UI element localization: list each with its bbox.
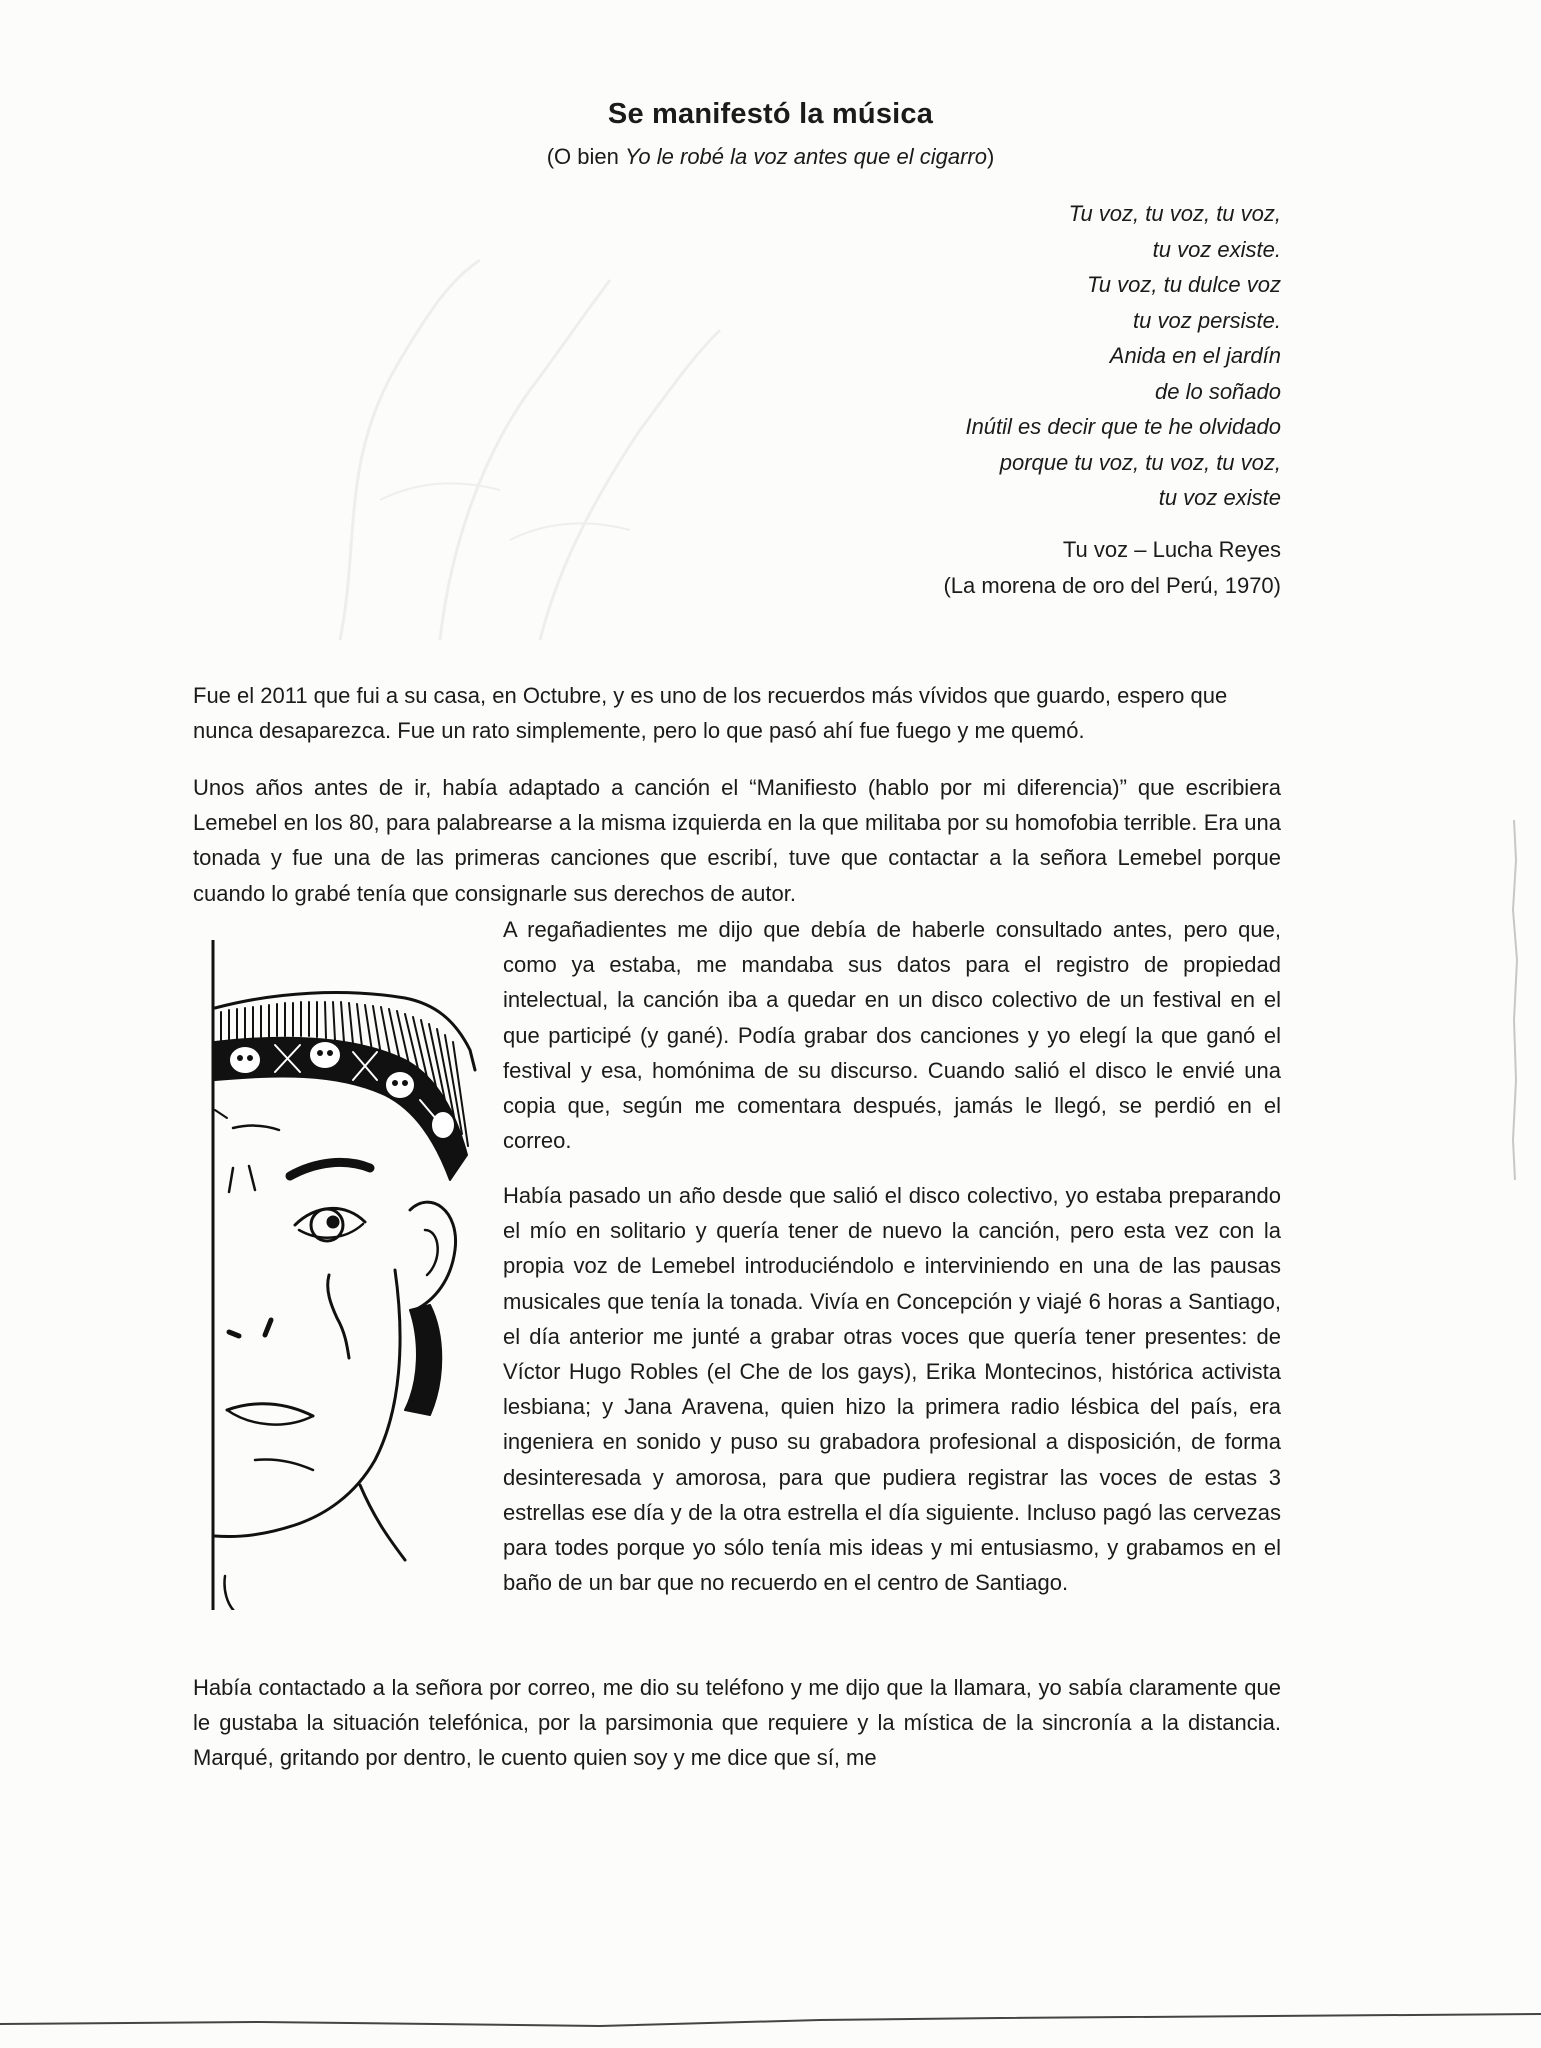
epigraph-attribution (943, 532, 1281, 604)
epigraph-line: Anida en el jardín (1109, 343, 1281, 368)
body-paragraph-1: Fue el 2011 que fui a su casa, en Octubre, y es uno de los recuerdos más vívidos que guardo, espero que nunca desaparezca. Fue un rato simplemente, pero lo que pasó ahí fue fuego y me quemó. (193, 683, 1228, 744)
document-title: Se manifestó la música (607, 98, 934, 130)
scan-edge-mark (1508, 820, 1522, 1180)
body-paragraph-2: Unos años antes de ir, había adaptado a canción el “Manifiesto (hablo por mi diferencia)” que escribiera Lemebel en los 80, para palabrearse a la misma izquierda en la que militaba por su homofobia terrible. Era una tonada y fue una de las primeras canciones que escribí, tuve que contactar a la señora Lemebel porque cuando lo grabé tenía que consignarle sus derechos de autor. (193, 775, 1281, 906)
epigraph-line: tu voz existe (1158, 485, 1281, 510)
epigraph-line: de lo soñado (1155, 378, 1281, 404)
body-paragraph-3: A regañadientes me dijo que debía de haberle consultado antes, pero que, como ya estaba, me mandaba sus datos para el registro de propiedad intelectual, la canción iba a quedar en un disco colectivo de un festival en el que participé (y gané). Podía grabar dos canciones y yo elegí la que ganó el festival y esa, homónima de su discurso. Cuando salió el disco le envié una copia que, según me comentara después, jamás le llegó, se perdió en el correo. (503, 917, 1281, 1154)
epigraph-line: tu voz persiste. (1133, 307, 1281, 333)
epigraph-line: Tu voz, tu voz, tu voz, (1068, 201, 1281, 226)
show-through-texture (280, 240, 800, 660)
epigraph-line: Inútil es decir que te he olvidado (965, 414, 1281, 439)
attribution-song: Tu voz – Lucha Reyes (1062, 537, 1281, 562)
body-paragraph-4: Había pasado un año desde que salió el disco colectivo, yo estaba preparando el mío en solitario y quería tener de nuevo la canción, pero esta vez con la propia voz de Lemebel introduciéndolo e interviniendo en una de las pausas musicales que tenía la tonada. Vivía en Concepción y viajé 6 horas a Santiago, el día anterior me junté a grabar otras voces que quería tener presentes: de Víctor Hugo Robles (el Che de los gays), Erika Montecinos, histórica activista lesbiana; y Jana Aravena, quien hizo la primera radio lésbica del país, era ingeniera en sonido y puso su grabadora profesional a disposición, de forma desinteresada y amorosa, para que pudiera registrar las voces de estas 3 estrellas ese día y de la otra estrella el día siguiente. Incluso pagó las cervezas para todes porque yo sólo tenía mis ideas y mi entusiasmo, y grabamos en el baño de un bar que no recuerdo en el centro de Santiago. (503, 1183, 1281, 1596)
scan-bottom-line (0, 2010, 1541, 2040)
epigraph-line: Tu voz, tu dulce voz (1086, 272, 1281, 297)
subtitle-suffix: ) (986, 144, 995, 169)
epigraph-line: porque tu voz, tu voz, tu voz, (999, 449, 1281, 475)
half-face-bandana-skulls-icon (205, 940, 490, 1610)
document-subtitle (0, 144, 1541, 170)
subtitle-prefix: (O bien (546, 144, 625, 169)
epigraph-line: tu voz existe. (1152, 236, 1281, 262)
epigraph (965, 196, 1281, 516)
body-paragraph-5: Había contactado a la señora por correo, me dio su teléfono y me dijo que la llamara, yo sabía claramente que le gustaba la situación telefónica, por la parsimonia que requiere y la mística de la sincronía a la distancia. Marqué, gritando por dentro, le cuento quien soy y me dice que sí, me (193, 1675, 1281, 1771)
attribution-source: (La morena de oro del Perú, 1970) (943, 573, 1281, 598)
subtitle-italic: Yo le robé la voz antes que el cigarro (624, 144, 987, 169)
